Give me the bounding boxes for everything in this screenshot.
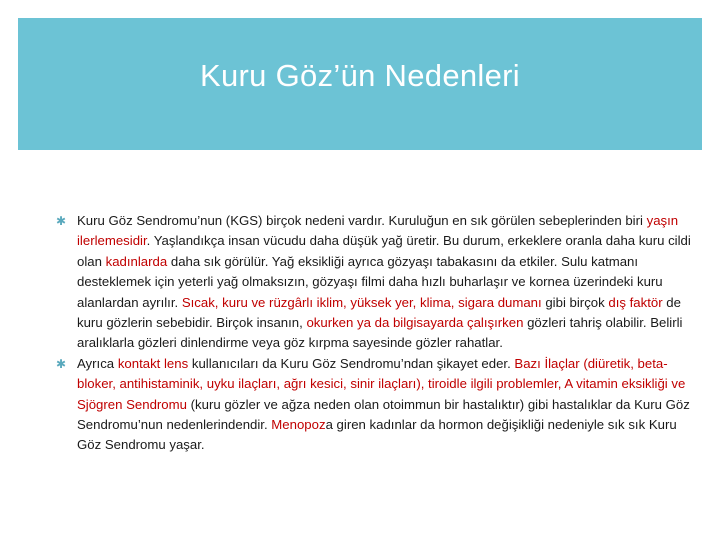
bullet-text: Ayrıca kontakt lens kullanıcıları da Kuru Göz Sendromu’ndan şikayet eder. Bazı İlaçlar (diüretik, beta-bloker, antihistaminik, uyku ilaçları, ağrı kesici, sinir ilaçları), tiroidle ilgili problemler, A vitamin eksikliği ve Sjögren Sendromu (kuru gözler ve ağza neden olan otoimmun bir hastalıktır) gibi hastalıklar da Kuru Göz Sendromu’nun nedenlerindendir. Menopoza giren kadınlar da hormon değişikliği nedeniyle sık sık Kuru Göz Sendromu yaşar.	[77, 355, 690, 453]
highlighted-text: Sıcak, kuru ve rüzgârlı iklim, yüksek yer, klima, sigara dumanı	[181, 294, 542, 310]
highlighted-text: kontakt lens	[117, 355, 189, 371]
highlighted-text: dış faktör	[608, 294, 663, 310]
bullet-item	[56, 211, 696, 354]
asterisk-bullet-icon: ✱	[56, 214, 67, 228]
highlighted-text: (diüretik, beta-bloker, antihistaminik, uyku ilaçları, ağrı kesici, sinir ilaçları), tiroidle ilgili problemler, A vitamin eksikliği ve Sjögren Sendromu	[77, 355, 686, 412]
slide-body	[56, 211, 696, 456]
highlighted-text: Bazı İlaçlar	[514, 355, 580, 371]
bullet-text: Kuru Göz Sendromu’nun (KGS) birçok nedeni vardır. Kuruluğun en sık görülen sebeplerinden biri yaşın ilerlemesidir. Yaşlandıkça insan vücudu daha düşük yağ üretir. Bu durum, erkeklere oranla daha kuru cildi olan kadınlarda daha sık görülür. Yağ eksikliği ayrıca gözyaşı tabakasını da etkiler. Sulu katmanı desteklemek için yeterli yağ olmaksızın, gözyaşı filmi daha hızlı buharlaşır ve kornea üzerindeki kuru alanlardan ayrılır. Sıcak, kuru ve rüzgârlı iklim, yüksek yer, klima, sigara dumanı gibi birçok dış faktör de kuru gözlerin sebebidir. Birçok insanın, okurken ya da bilgisayarda çalışırken gözleri tahriş olabilir. Belirli aralıklarla gözleri dinlendirme veya göz kırpma sayesinde gözler rahatlar.	[77, 213, 691, 351]
asterisk-bullet-icon: ✱	[56, 356, 67, 371]
bullet-item	[56, 354, 696, 456]
highlighted-text: yaşın ilerlemesidir	[77, 213, 679, 249]
highlighted-text: okurken ya da bilgisayarda çalışırken	[306, 315, 524, 331]
highlighted-text: Menopoz	[271, 417, 326, 433]
highlighted-text: kadınlarda	[105, 253, 168, 269]
slide-title: Kuru Göz’ün Nedenleri	[200, 58, 520, 93]
